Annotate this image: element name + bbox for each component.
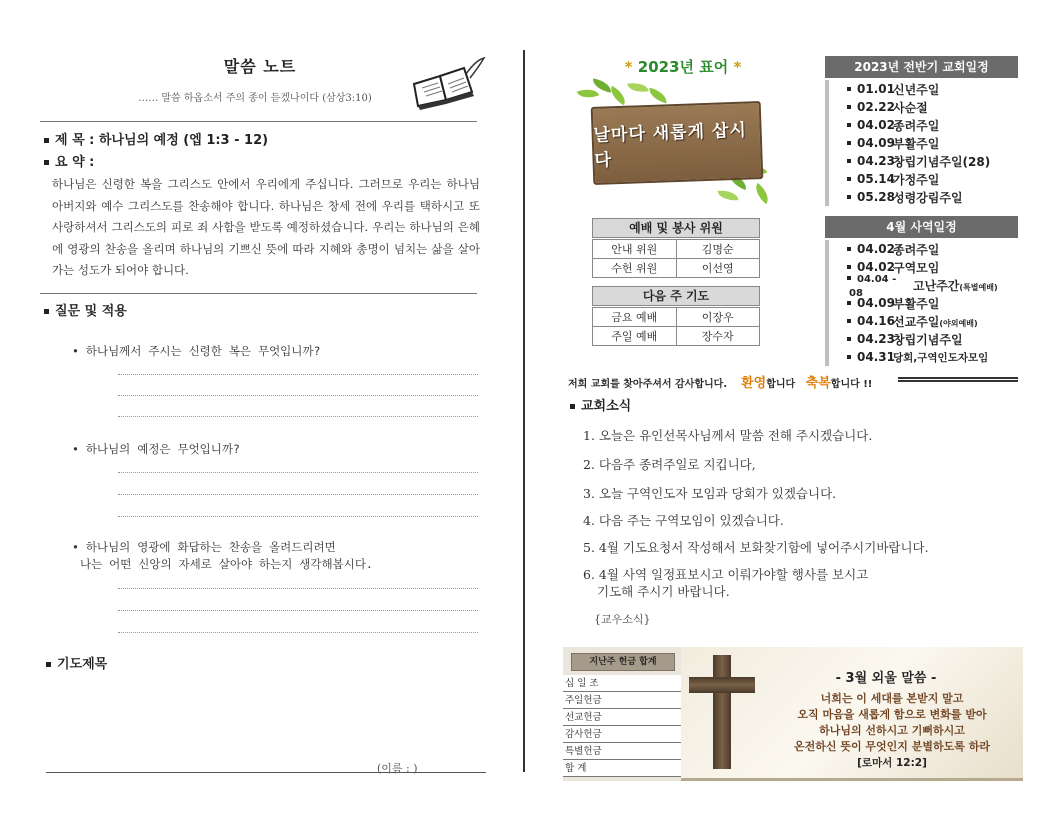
table-row	[593, 259, 760, 278]
list-item: 04.09 부활주일	[829, 294, 1018, 312]
bullet-square-icon	[570, 404, 575, 409]
list-item: 2. 다음주 종려주일로 지킵니다,	[583, 457, 756, 472]
answer-line[interactable]	[118, 395, 478, 396]
table-row	[593, 308, 760, 327]
verse-text: 너희는 이 세대를 본받지 말고 오직 마음을 새롭게 함으로 변화를 받아 하나님의 선하시고 기뻐하시고 온전하신 뜻이 무엇인지 분별하도록 하라	[794, 692, 990, 753]
leaf-icon	[647, 88, 669, 104]
list-item: 04.31 당회,구역인도자모임	[829, 348, 1018, 366]
answer-line[interactable]	[118, 416, 478, 417]
prayer-leader: 이장우	[676, 308, 760, 327]
sermon-summary: 하나님은 신령한 복을 그리스도 안에서 우리에게 주십니다. 그러므로 우리는 하나님 아버지와 예수 그리스도를 찬송해야 합니다. 하나님은 창세 전에 우리를 택하시고 또 사랑하셔서 그리스도의 피로 죄 사함을 받도록 예정하셨습니다. 우리는 하나님의 은혜에 영광의 찬송을 올리며 하나님의 기쁘신 뜻에 따라 지혜와 총명이 넘치는 삶을 살아가는 성도가 되어야 합니다.	[52, 177, 480, 277]
calendar-half-year-title: 2023년 전반기 교회일정	[825, 56, 1018, 78]
question-1: • 하나님께서 주시는 신령한 복은 무엇입니까?	[72, 344, 321, 358]
role-name: 김명순	[676, 240, 760, 259]
table-row: 선교헌금	[563, 709, 681, 726]
table-row: 주일헌금	[563, 692, 681, 709]
answer-line[interactable]	[118, 472, 478, 473]
motto-text: 날마다 새롭게 삽시다	[593, 120, 748, 171]
table-row: 합 계	[563, 760, 681, 777]
prayer-table	[592, 307, 760, 346]
summary-rule	[40, 293, 477, 294]
news-source: {교우소식}	[594, 613, 651, 626]
offering-table	[563, 647, 681, 781]
answer-line[interactable]	[118, 610, 478, 611]
list-item: 02.22 사순절	[829, 98, 1018, 116]
prayer-service: 금요 예배	[593, 308, 677, 327]
bullet-square-icon	[44, 309, 49, 314]
list-item: 4. 다음 주는 구역모임이 있겠습니다.	[583, 513, 784, 528]
role-label: 수헌 위원	[593, 259, 677, 278]
list-item: 04.09 부활주일	[829, 134, 1018, 152]
answer-line[interactable]	[118, 516, 478, 517]
table-row: 십 일 조	[563, 675, 681, 692]
answer-line[interactable]	[118, 632, 478, 633]
title-rule	[40, 121, 477, 122]
bullet-square-icon	[46, 662, 51, 667]
page-subtitle: …… 말씀 하옵소서 주의 종이 듣겠나이다 (삼상3:10)	[138, 93, 372, 104]
leaf-icon	[627, 80, 649, 94]
welcome-rule	[898, 377, 1018, 382]
sermon-note-page	[0, 0, 520, 816]
leaf-icon	[718, 189, 739, 202]
cross-icon-bar	[689, 677, 755, 693]
calendar-half-year	[825, 80, 1018, 206]
table-row	[593, 240, 760, 259]
list-item: 04.02 구역모임	[829, 258, 1018, 276]
question-3-cont: 나는 어떤 신앙의 자세로 살아야 하는지 생각해봅시다.	[80, 557, 373, 571]
table-row: 특별헌금	[563, 743, 681, 760]
list-item: 05.28 성령강림주일	[829, 188, 1018, 206]
role-name: 이선영	[676, 259, 760, 278]
prayer-heading: 기도제목	[46, 653, 107, 672]
list-item: 6. 4월 사역 일정표보시고 이뤄가야할 행사를 보시고	[583, 567, 869, 582]
role-label: 안내 위원	[593, 240, 677, 259]
list-item-cont: 기도해 주시기 바랍니다.	[597, 584, 730, 599]
verse-title: - 3월 외울 말씀 -	[835, 671, 937, 686]
table-row: 감사헌금	[563, 726, 681, 743]
next-prayer-title: 다음 주 기도	[592, 286, 760, 306]
name-field[interactable]: (이름 : )	[377, 762, 418, 775]
question-2: • 하나님의 예정은 무엇입니까?	[72, 442, 240, 456]
news-heading: 교회소식	[570, 395, 631, 414]
offering-title: 지난주 헌금 합계	[571, 653, 675, 671]
list-item: 04.04 - 08 고난주간(특별예배)	[829, 276, 1018, 294]
list-item: 1. 오늘은 유인선목사님께서 말씀 전해 주시겠습니다.	[583, 428, 873, 443]
cross-icon	[713, 655, 731, 769]
memory-verse-box	[681, 647, 1023, 781]
sermon-title-heading: 제 목 : 하나님의 예정 (엡 1:3 - 12)	[44, 129, 268, 148]
calendar-april-title: 4월 사역일정	[825, 216, 1018, 238]
leaf-icon	[607, 86, 630, 106]
list-item: 5. 4월 기도요청서 작성해서 보화찾기함에 넣어주시기바랍니다.	[583, 540, 929, 555]
question-3: • 하나님의 영광에 화답하는 찬송을 올려드리려면	[72, 540, 336, 554]
verse-reference: [로마서 12:2]	[857, 757, 927, 769]
list-item: 04.16 선교주일(야외예배)	[829, 312, 1018, 330]
welcome-banner: 저희 교회를 찾아주셔서 감사합니다. 환영합니다 축복합니다 !!	[568, 376, 873, 391]
leaf-icon	[751, 183, 773, 204]
page-title: 말씀 노트	[223, 57, 297, 76]
table-row	[593, 327, 760, 346]
answer-line[interactable]	[118, 494, 478, 495]
motto-board	[591, 101, 764, 185]
calendar-april	[825, 240, 1018, 366]
motto-year: * 2023년 표어 *	[624, 58, 742, 76]
roles-title: 예배 및 봉사 위원	[592, 218, 760, 238]
answer-line[interactable]	[118, 588, 478, 589]
questions-heading: 질문 및 적용	[44, 300, 127, 319]
prayer-service: 주일 예배	[593, 327, 677, 346]
summary-heading: 요 약 :	[44, 151, 94, 170]
page-divider	[523, 50, 525, 772]
roles-table	[592, 239, 760, 278]
leaf-icon	[577, 85, 600, 102]
prayer-leader: 장수자	[676, 327, 760, 346]
list-item: 04.02 종려주일	[829, 240, 1018, 258]
list-item: 04.02 종려주일	[829, 116, 1018, 134]
list-item: 04.23 창립기념주일	[829, 330, 1018, 348]
bullet-square-icon	[44, 138, 49, 143]
list-item: 04.23 창립기념주일(28)	[829, 152, 1018, 170]
bullet-square-icon	[44, 160, 49, 165]
bottom-rule	[46, 772, 486, 773]
answer-line[interactable]	[118, 374, 478, 375]
list-item: 3. 오늘 구역인도자 모임과 당회가 있겠습니다.	[583, 486, 837, 501]
list-item: 05.14 가정주일	[829, 170, 1018, 188]
list-item: 01.01 신년주일	[829, 80, 1018, 98]
open-book-icon	[406, 54, 486, 114]
